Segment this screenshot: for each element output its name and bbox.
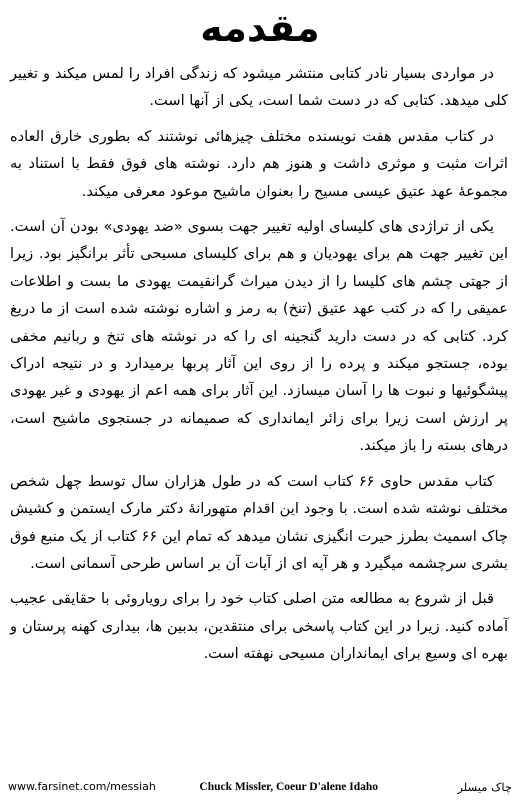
paragraph-5: قبل از شروع به مطالعه متن اصلی کتاب خود را برای رویاروئی با حقایقی عجیب آماده کنید. زیرا در این کتاب پاسخی برای منتقدین، بدبین ها، بیداری کهنه پرستان و بهره ای وسیع برای ایمانداران مسیحی نهفته است. <box>10 590 508 663</box>
page-footer <box>0 776 520 798</box>
paragraph-2: در کتاب مقدس هفت نویسنده مختلف چیزهائی نوشتند که بطوری خارق العاده اثرات مثبت و موثری داشت و هنوز هم دارد. نوشته های فوق فقط با استناد به مجموعهٔ عهد عتیق عیسی مسیح را بعنوان ماشیح موعود معرفی میکند. <box>10 127 508 200</box>
footer-author-english: Chuck Missler, Coeur D'alene Idaho <box>199 781 378 793</box>
page-title: مقدمه <box>200 6 320 50</box>
footer-url-link[interactable]: www.farsinet.com/messiah <box>8 780 156 793</box>
paragraph-3: یکی از تراژدی های کلیسای اولیه تغییر جهت بسوی «ضد یهودی» بودن آن است. این تغییر جهت هم برای یهودیان و هم برای کلیسای مسیحی تأثر برانگیز بود. زیرا از جهتی چشم های کلیسا را از دیدن میراث گرانقیمت یهودی ما بست و اطلاعات عمیقی را که در کتب عهد عتیق (تنخ) به رمز و اشاره نوشته شده است از ما دریغ کرد. کتابی که در دست دارید گنجینه ای را که در نوشته های تنخ و ربانیم مخفی بوده، جستجو میکند و پرده را از روی این آثار پربها برمیدارد و در نتیجه ادراک پیشگوئیها و نبوت ها را آسان میسازد. این آثار برای همه اعم از یهودی و غیر یهودی پر ارزش است زیرا برای زائر ایمانداری که صمیمانه در جستجوی ماشیح است، درهای بسته را باز میکند. <box>10 218 508 455</box>
footer-author-persian: چاک میسلر <box>457 780 512 794</box>
paragraph-4: کتاب مقدس حاوی ۶۶ کتاب است که در طول هزاران سال توسط چهل شخص مختلف نوشته شده است. با وجود این اقدام متهورانهٔ دکتر مارک ایستمن و کشیش چاک اسمیث بطرز حیرت انگیزی نشان میدهد که تمام این ۶۶ کتاب از یک منبع فوق بشری سرچشمه میگیرد و هر آیه ای از آیات آن بر اساس طرحی آسمانی است. <box>10 472 508 572</box>
paragraph-1: در مواردی بسیار نادر کتابی منتشر میشود که زندگی افراد را لمس میکند و تغییر کلی میدهد. کتابی که در دست شما است، یکی از آنها است. <box>10 65 508 110</box>
document-body <box>10 60 508 676</box>
